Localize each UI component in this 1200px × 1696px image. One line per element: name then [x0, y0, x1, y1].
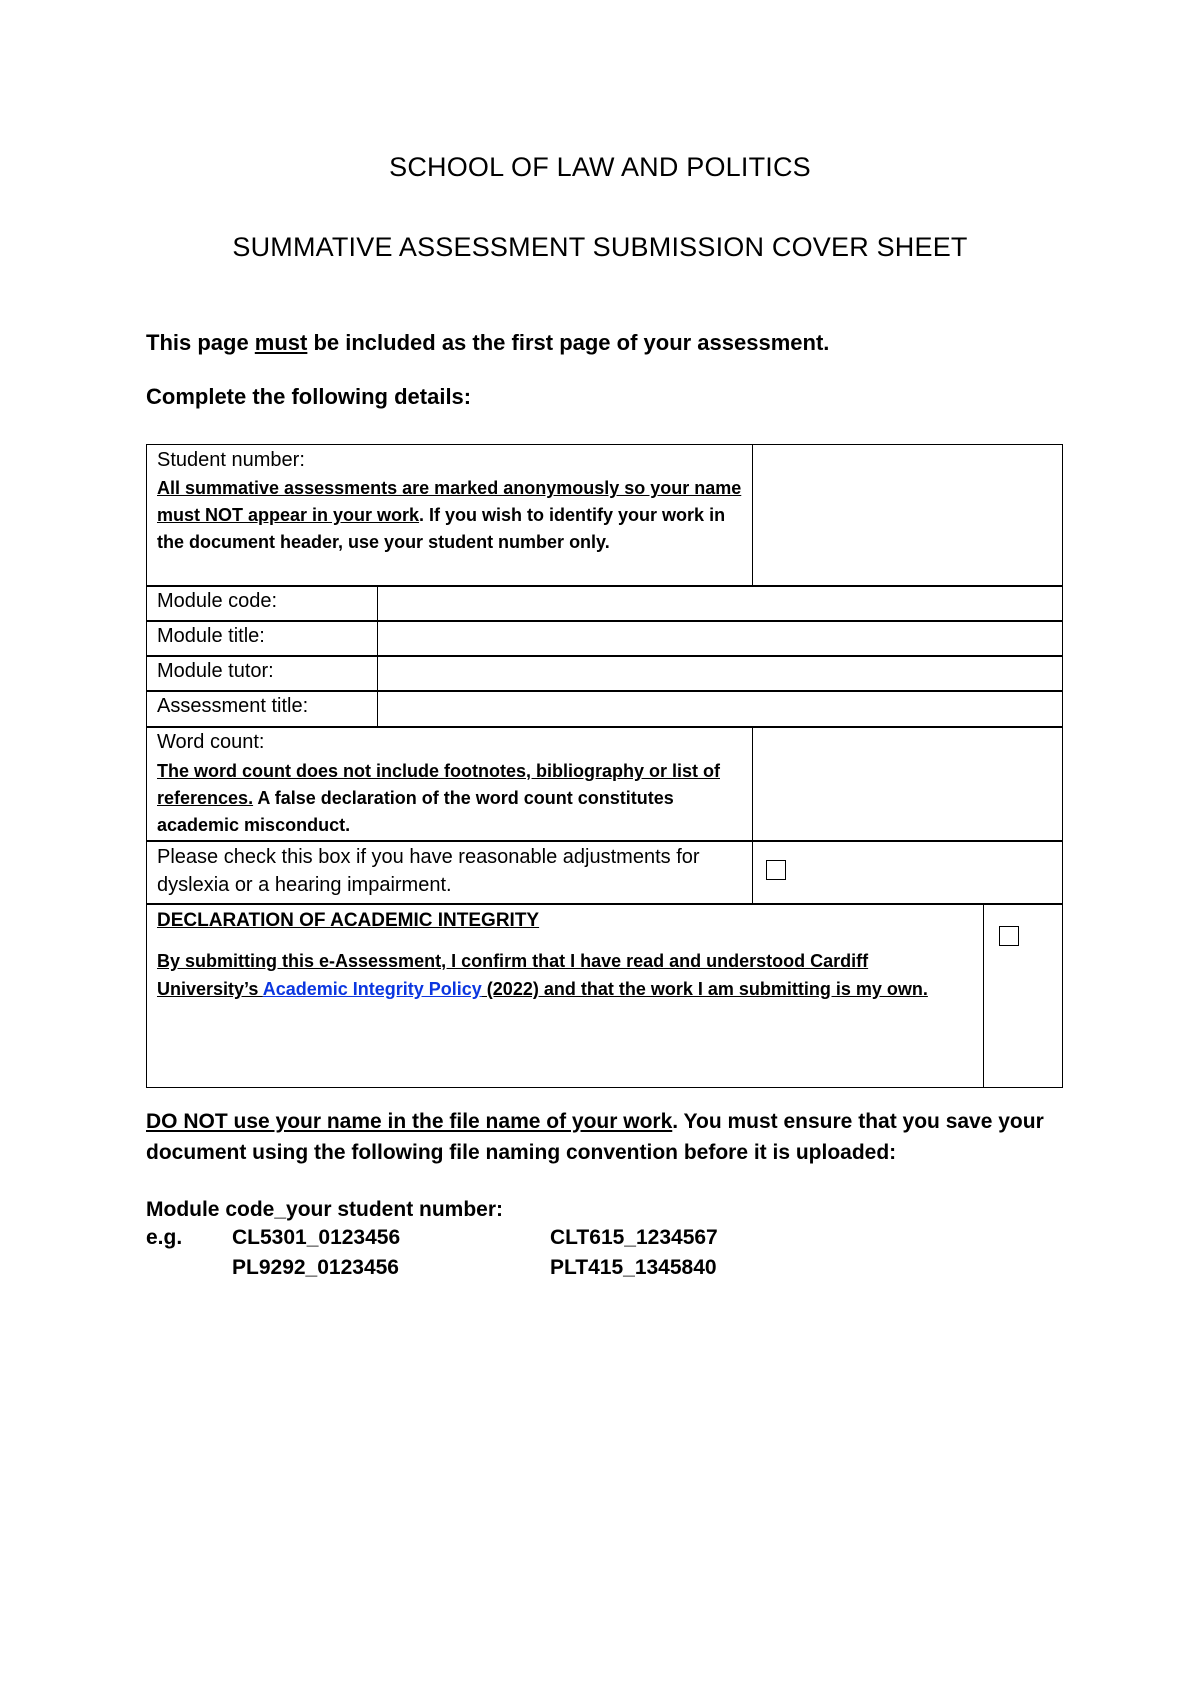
- example-file-name: CLT615_1234567: [550, 1226, 718, 1249]
- school-heading: SCHOOL OF LAW AND POLITICS: [389, 152, 811, 182]
- intro-instruction: This page must be included as the first page of your assessment.: [146, 330, 830, 355]
- word-count-field[interactable]: [753, 727, 1062, 841]
- word-count-note: The word count does not include footnotes, bibliography or list of references. A false declaration of the word count constitutes academic misconduct.: [157, 761, 720, 835]
- word-count-row: [146, 726, 1063, 842]
- adjustments-checkbox[interactable]: [766, 860, 786, 880]
- must-emphasis: must: [254, 330, 308, 355]
- module-tutor-field[interactable]: [378, 656, 1062, 691]
- student-number-row: [146, 444, 1063, 587]
- assessment-title-label: Assessment title:: [157, 695, 309, 717]
- page-title: SUMMATIVE ASSESSMENT SUBMISSION COVER SHEET: [232, 232, 968, 262]
- word-count-label: Word count:: [157, 731, 265, 753]
- example-file-name: CL5301_0123456: [232, 1226, 401, 1249]
- assessment-title-field[interactable]: [378, 691, 1062, 727]
- adjustments-label: Please check this box if you have reasonable adjustments for dyslexia or a hearing impairment.: [157, 846, 700, 896]
- module-tutor-label: Module tutor:: [157, 660, 274, 682]
- file-naming-warning: DO NOT use your name in the file name of your work. You must ensure that you save your document using the following file naming convention before it is uploaded:: [146, 1110, 1044, 1164]
- student-number-label: Student number:: [157, 449, 305, 471]
- module-title-row: [146, 620, 1063, 657]
- declaration-checkbox[interactable]: [999, 926, 1019, 946]
- example-file-name: PLT415_1345840: [550, 1256, 717, 1279]
- declaration-row: [146, 903, 1063, 1088]
- module-tutor-row: [146, 655, 1063, 692]
- module-title-label: Module title:: [157, 625, 265, 647]
- module-code-row: [146, 585, 1063, 622]
- module-code-field[interactable]: [378, 586, 1062, 621]
- module-title-field[interactable]: [378, 621, 1062, 656]
- academic-integrity-policy-link[interactable]: Academic Integrity Policy: [262, 979, 482, 999]
- student-number-field[interactable]: [753, 445, 1062, 586]
- example-file-name: PL9292_0123456: [232, 1256, 399, 1279]
- student-number-note: All summative assessments are marked anonymously so your name must NOT appear in your work. If you wish to identify your work in the document header, use your student number only.: [157, 478, 742, 552]
- intro-complete-details: Complete the following details:: [146, 384, 472, 409]
- adjustments-row: [146, 840, 1063, 905]
- assessment-title-row: [146, 690, 1063, 728]
- naming-convention: Module code_your student number:: [146, 1198, 504, 1221]
- declaration-text: By submitting this e-Assessment, I confirm that I have read and understood Cardiff University’s Academic Integrity Policy (2022) and that the work I am submitting is my own.: [157, 951, 928, 999]
- module-code-label: Module code:: [157, 590, 278, 612]
- example-label: e.g.: [146, 1226, 183, 1249]
- declaration-heading: DECLARATION OF ACADEMIC INTEGRITY: [157, 910, 540, 931]
